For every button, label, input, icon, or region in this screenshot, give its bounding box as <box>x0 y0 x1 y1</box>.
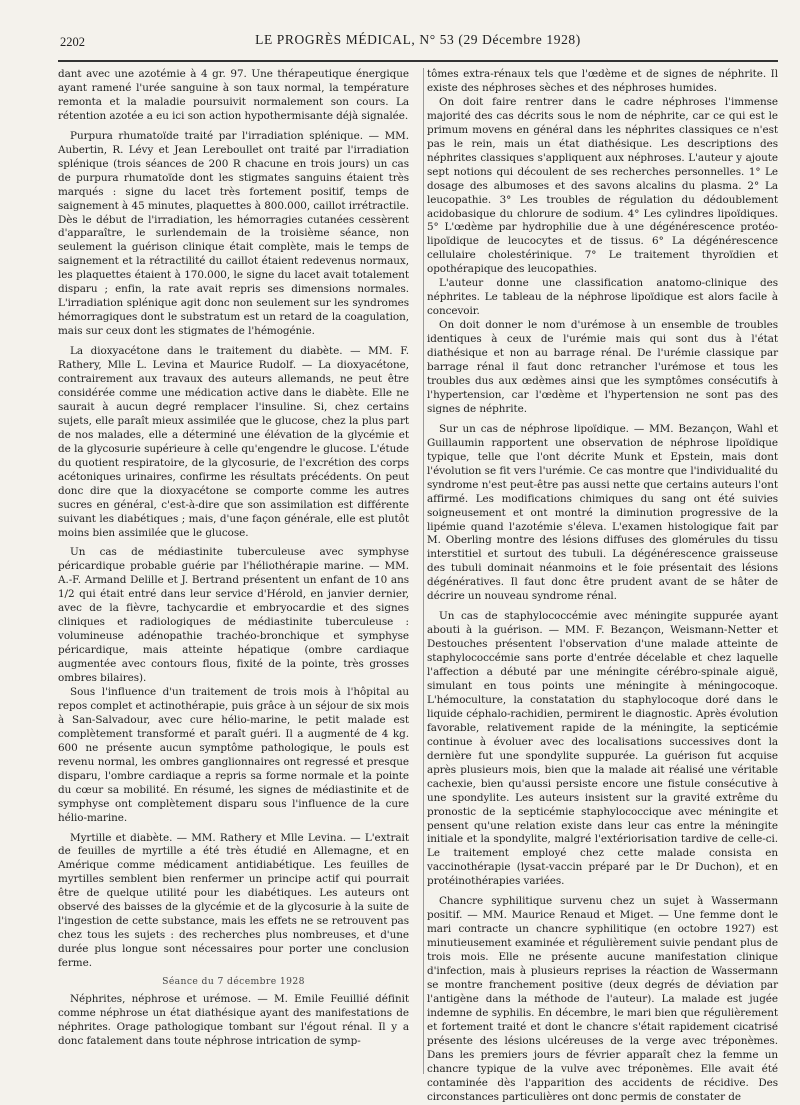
session-caption: Séance du 7 décembre 1928 <box>162 976 305 988</box>
paragraph: On doit faire rentrer dans le cadre néphroses l'immense majorité des cas décrits sous le nom de néphrite, car ce qui est le primum movens en général dans les néphrites classiques ce n'est pas le rein, mais un état diathésique. Les descriptions des néphrites classiques s'appliquent aux néphroses. L'auteur y ajoute sept notions qui découlent de ses recherches personnelles. 1° Le dosage des albumoses et des savons alcalins du plasma. 2° La leucopathie. 3° Les troubles de régulation du dédoublement acidobasique du chlorure de sodium. 4° Les cylindres lipoïdiques. 5° L'œdème par hydrophilie due à une dégénérescence protéo-lipoïdique de leucocytes et de tissus. 6° La dégénérescence cellulaire cholestérinique. 7° Le traitement thyroïdien et opothérapique des leucopathies. <box>427 95 778 276</box>
paragraph: On doit donner le nom d'urémose à un ensemble de troubles identiques à ceux de l'urémie mais qui sont dus à l'état diathésique et non au barrage rénal. De l'urémie classique par barrage rénal il faut donc retrancher l'urémose et tous les troubles dus aux œdèmes ainsi que les symptômes consécutifs à l'hypertension, car l'œdème et l'hypertension ne sont pas des signes de néphrite. <box>427 319 778 415</box>
article-columns <box>58 68 778 1103</box>
paragraph: Purpura rhumatoïde traité par l'irradiation splénique. — MM. Aubertin, R. Lévy et Jean Lereboullet ont traité par l'irradiation splénique (trois séances de 200 R chacune en trois jours) un cas de purpura rhumatoïde dont les stigmates sanguins étaient très marqués : signe du lacet très fortement positif, temps de saignement à 45 minutes, plaquettes à 800.000, caillot irrétractile. Dès le début de l'irradiation, les hémorragies cutanées cessèrent d'apparaître, le surlendemain de la troisième séance, non seulement la guérison clinique était complète, mais le temps de saignement et la rétractilité du caillot étaient redevenus normaux, les plaquettes étaient à 170.000, le signe du lacet avait totalement disparu ; enfin, la rate avait repris ses dimensions normales. L'irradiation splénique agit donc non seulement sur les syndromes hémorragiques dont le substratum est un retard de la coagulation, mais sur ceux dont les stigmates de l'hémogénie. <box>58 129 409 338</box>
running-title: LE PROGRÈS MÉDICAL, N° 53 (29 Décembre 1928) <box>255 32 581 47</box>
left-column <box>58 68 409 1074</box>
paragraph: Sous l'influence d'un traitement de trois mois à l'hôpital au repos complet et actinothérapie, puis grâce à un séjour de six mois à San-Salvadour, avec cure hélio-marine, le petit malade est complètement transformé et paraît guéri. Il a augmenté de 4 kg. 600 ne présente aucun symptôme pathologique, le pouls est revenu normal, les ombres ganglionnaires ont regressé et presque disparu, l'ombre cardiaque a repris sa forme normale et la pointe du cœur sa mobilité. En résumé, les signes de médiastinite et de symphyse ont complètement disparu sous l'influence de la cure hélio-marine. <box>58 685 410 824</box>
paragraph: Myrtille et diabète. — MM. Rathery et Mlle Levina. — L'extrait de feuilles de myrtille a été très étudié en Allemagne, et en Amérique comme médicament antidiabétique. Les feuilles de myrtilles semblent bien renfermer un principe actif qui pourrait être de quelque utilité pour les diabétiques. Les auteurs ont observé des baisses de la glycémie et de la glycosurie à la suite de l'ingestion de cette substance, mais les effets ne se retrouvent pas chez tous les sujets : des recherches plus nombreuses, et d'une durée plus longue sont nécessaires pour porter une conclusion ferme. <box>58 831 409 970</box>
paragraph: Un cas de staphylococcémie avec méningite suppurée ayant abouti à la guérison. — MM. F. Bezançon, Weismann-Netter et Destouches présentent l'observation d'une malade atteinte de staphylococcémie sans porte d'entrée décelable et chez laquelle l'affection a débuté par une méningite cérébro-spinale aiguë, simulant en tous points une méningite à méningocoque. L'hémoculture, la constatation du staphylocoque doré dans le liquide céphalo-rachidien, permirent le diagnostic. Après évolution favorable, relativement rapide de la méningite, la septicémie continue à évoluer avec des localisations successives dont la dernière fut une spondylite suppurée. La guérison fut acquise après plusieurs mois, bien que la malade ait réalisé une véritable cachexie, bien qu'aussi persiste encore une fistule consécutive à une spondylite. Les auteurs insistent sur la gravité extrême du pronostic de la septicémie staphylococcique avec méningite et pensent qu'une relation existe dans leur cas entre la méningite initiale et la spondylite, malgré l'extériorisation tardive de celle-ci. Le traitement employé chez cette malade consista en vaccinothérapie (lysat-vaccin préparé par le Dr Duchon), et en protéinothérapies variées. <box>427 610 778 888</box>
page-number: 2202 <box>60 35 85 49</box>
page-header <box>58 32 778 52</box>
paragraph: Néphrites, néphrose et urémose. — M. Emile Feuillié définit comme néphrose un état diathésique ayant des manifestations de néphrites. Orage pathologique tombant sur l'égout rénal. Il y a donc fatalement dans toute néphrose intrication de symp- <box>58 993 409 1047</box>
paragraph: L'auteur donne une classification anatomo-clinique des néphrites. Le tableau de la néphrose lipoïdique est alors facile à concevoir. <box>427 277 778 318</box>
paragraph: La dioxyacétone dans le traitement du diabète. — MM. F. Rathery, Mlle L. Levina et Maurice Rudolf. — La dioxyacétone, contrairement aux travaux des auteurs allemands, ne peut être considérée comme une médication active dans le diabète. Elle ne saurait à aucun degré remplacer l'insuline. Si, chez certains sujets, elle paraît mieux assimilée que le glucose, chez la plus part de nos malades, elle a déterminé une élévation de la glycémie et de la glycosurie supérieure à celle qu'engendre le glucose. L'étude du quotient respiratoire, de la glycosurie, de l'excrétion des corps acétoniques urinaires, confirme les résultats précédents. On peut donc dire que la dioxyacétone se comporte comme les autres sucres en général, c'est-à-dire que son assimilation est différente suivant les diabétiques ; mais, d'une façon générale, elle est plutôt moins bien assimilée que le glucose. <box>58 345 409 539</box>
paragraph: dant avec une azotémie à 4 gr. 97. Une thérapeutique énergique ayant ramené l'urée sanguine à son taux normal, la température remonta et la maladie poursuivit normalement son cours. La rétention azotée a eu ici son action hypothermisante déjà signalée. <box>58 68 409 122</box>
column-divider <box>423 68 424 1074</box>
paragraph: Sur un cas de néphrose lipoïdique. — MM. Bezançon, Wahl et Guillaumin rapportent une observation de néphrose lipoïdique typique, telle que l'ont décrite Munk et Epstein, mais dont l'évolution se fit vers l'urémie. Ce cas montre que l'individualité du syndrome n'est peut-être pas aussi nette que certains auteurs l'ont affirmé. Les modifications chimiques du sang ont été suivies soigneusement et ont montré la diminution progressive de la lipémie quand l'azotémie s'éleva. L'examen histologique fait par M. Oberling montre des lésions diffuses des glomérules du tissu interstitiel et surtout des tubuli. La dégénérescence graisseuse des tubuli dominait néanmoins et le foie présentait des lésions dégénératives. Il faut donc être prudent avant de se hâter de décrire un nouveau syndrome rénal. <box>427 422 778 603</box>
paragraph: tômes extra-rénaux tels que l'œdème et de signes de néphrite. Il existe des néphroses sèches et des néphroses humides. <box>427 68 778 94</box>
paragraph: Chancre syphilitique survenu chez un sujet à Wassermann positif. — MM. Maurice Renaud et Miget. — Une femme dont le mari contracte un chancre syphilitique (en octobre 1927) est minutieusement examinée et régulièrement suivie pendant plus de trois mois. Elle ne présente aucune manifestation clinique d'infection, mais à plusieurs reprises la réaction de Wassermann se montre franchement positive (deux degrés de déviation par l'antigène dans la méthode de l'auteur). La malade est jugée indemne de syphilis. En décembre, le mari bien que régulièrement et fortement traité et dont le chancre s'était rapidement cicatrisé présente des lésions ulcéreuses de la verge avec tréponèmes. Dans les premiers jours de février apparaît chez la femme un chancre typique de la vulve avec tréponèmes. Elle avait été contaminée dès l'apparition des accidents de récidive. Des circonstances particulières ont donc permis de constater de <box>427 895 778 1103</box>
right-column <box>427 68 778 1103</box>
header-rule <box>58 60 778 62</box>
paragraph: Un cas de médiastinite tuberculeuse avec symphyse péricardique probable guérie par l'héliothérapie marine. — MM. A.-F. Armand Delille et J. Bertrand présentent un enfant de 10 ans 1/2 qui était entré dans leur service d'Hérold, en janvier dernier, avec de la fièvre, tachycardie et embryocardie et des signes cliniques et radiologiques de médiastinite tuberculeuse : volumineuse adénopathie trachéo-bronchique et symphyse péricardique, mais atteinte hépatique (ombre cardiaque augmentée avec contours flous, fixité de la pointe, très grosses ombres bilaires). <box>58 546 409 685</box>
